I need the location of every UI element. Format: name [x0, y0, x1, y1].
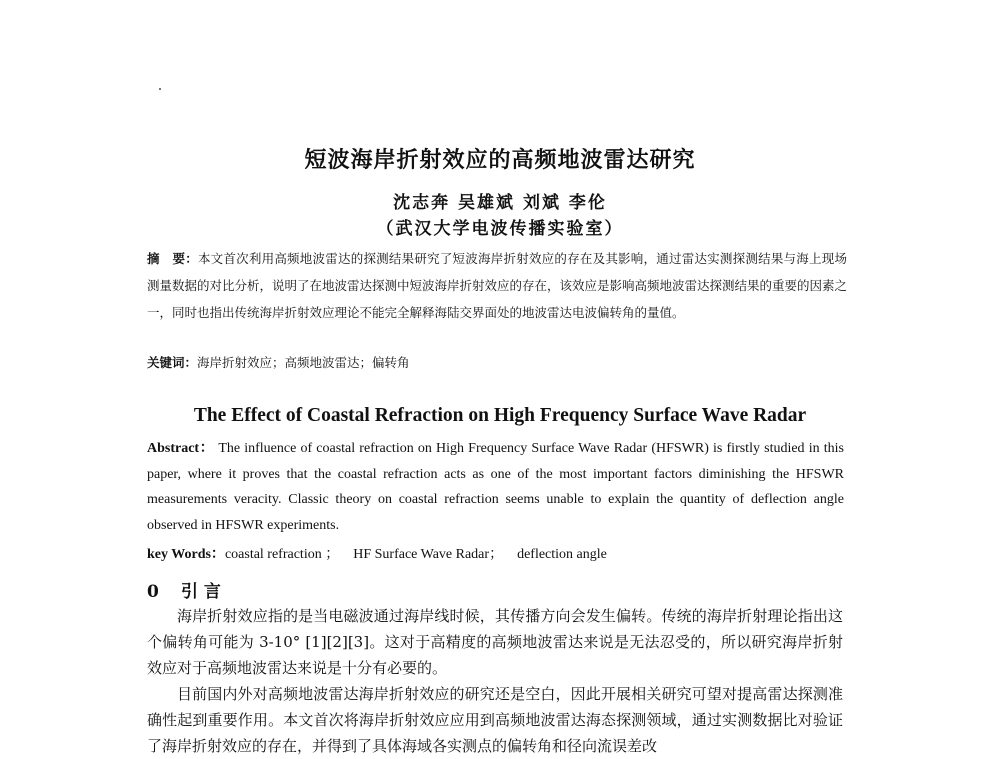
intro-paragraph: 海岸折射效应指的是当电磁波通过海岸线时候，其传播方向会发生偏转。传统的海岸折射理论指出这个偏转角可能为 3-10° [1][2][3]。这对于高精度的高频地波雷达来说是无法忍受的，所以研究海岸折射效应对于高频地波雷达来说是十分有必要的。: [147, 607, 843, 677]
intro-paragraph: 目前国内外对高频地波雷达海岸折射效应的研究还是空白，因此开展相关研究可望对提高雷达探测准确性起到重要作用。本文首次将海岸折射效应应用到高频地波雷达海态探测领域，通过实测数据比对验证了海岸折射效应的存在，并得到了具体海域各实测点的偏转角和径向流误差改: [147, 685, 843, 755]
section-heading: [147, 577, 221, 602]
chinese-title: 短波海岸折射效应的高频地波雷达研究: [304, 148, 696, 173]
introduction-body: [147, 603, 843, 759]
english-keyword: deflection angle: [517, 547, 607, 562]
scan-speck: [159, 88, 161, 90]
chinese-keywords-label: 关键词：: [147, 355, 198, 370]
section-title: 引 言: [181, 582, 221, 602]
chinese-authors: 沈志奔 吴雄斌 刘斌 李伦: [393, 193, 607, 213]
chinese-affiliation: （武汉大学电波传播实验室）: [376, 219, 624, 239]
section-number: 0: [147, 582, 159, 602]
english-title: The Effect of Coastal Refraction on High Frequency Surface Wave Radar: [193, 405, 807, 426]
chinese-abstract-text: 本文首次利用高频地波雷达的探测结果研究了短波海岸折射效应的存在及其影响，通过雷达实测探测结果与海上现场测量数据的对比分析，说明了在地波雷达探测中短波海岸折射效应的存在，该效应是影响高频地波雷达探测结果的重要的因素之一，同时也指出传统海岸折射效应理论不能完全解释海陆交界面处的地波雷达电波偏转角的量值。: [147, 251, 848, 320]
english-abstract-text: The influence of coastal refraction on High Frequency Surface Wave Radar (HFSWR) is firstly studied in this paper, where it proves that the coastal refraction acts as one of the most important factors diminishing the HFSWR measurements veracity. Classic theory on coastal refraction seems unable to explain the quantity of deflection angle observed in HFSWR experiments.: [147, 441, 844, 533]
english-abstract-label: Abstract：: [147, 441, 215, 456]
chinese-abstract-label: 摘 要：: [147, 251, 198, 266]
chinese-keywords-text: 海岸折射效应；高频地波雷达；偏转角: [197, 355, 410, 370]
english-keywords: [147, 543, 847, 563]
english-keyword: coastal refraction ；: [224, 547, 340, 562]
english-abstract: [147, 436, 844, 538]
english-keywords-label: key Words：: [147, 547, 225, 562]
chinese-keywords: [147, 353, 847, 371]
english-keyword: HF Surface Wave Radar；: [353, 547, 504, 562]
chinese-abstract: [147, 245, 847, 326]
